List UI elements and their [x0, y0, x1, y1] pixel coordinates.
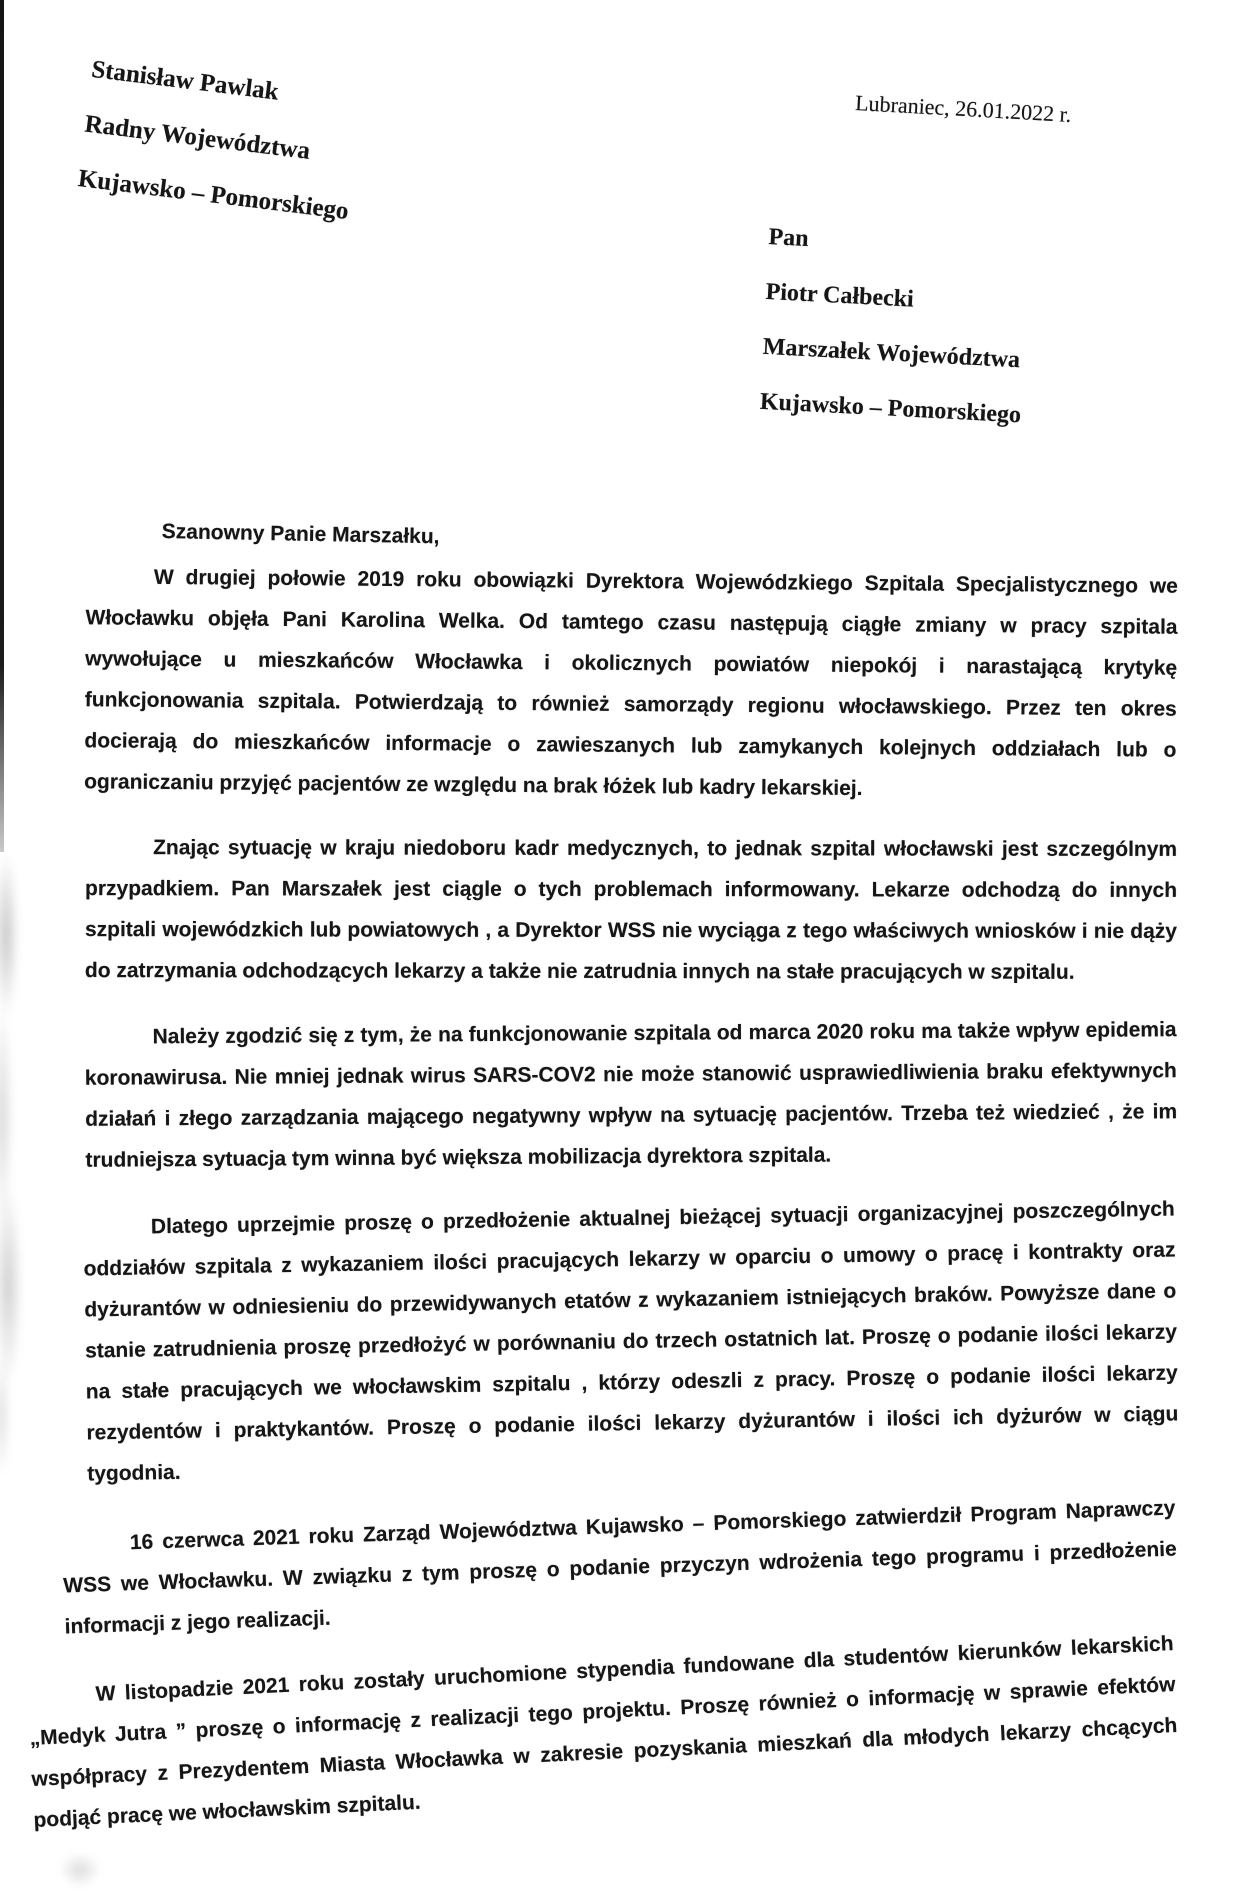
paragraph-5: 16 czerwca 2021 roku Zarząd Województwa Kujawsko – Pomorskiego zatwierdził Program Naprawczy WSS we Włocławku. W związku z tym proszę o podanie przyczyn wdrożenia tego programu i przedłożenie informacji z jego realizacji. — [62, 1496, 1178, 1639]
salutation: Szanowny Panie Marszałku, — [161, 520, 440, 549]
recipient-title: Marszałek Województwa — [762, 333, 1021, 374]
scan-bottom-smudge — [50, 1845, 110, 1895]
sender-name: Stanisław Pawlak — [90, 55, 281, 106]
sender-block — [75, 42, 365, 239]
sender-region: Kujawsko – Pomorskiego — [76, 165, 351, 226]
scan-edge-smudge — [0, 855, 28, 1475]
paragraph-4: Dlatego uprzejmie proszę o przedłożenie aktualnej bieżącej sytuacji organizacyjnej poszczególnych oddziałów szpitala z wykazaniem ilości pracujących lekarzy w oparciu o umowy o pracę i kontrakty oraz dyżurantów w odniesieniu do przewidywanych etatów z wykazaniem istniejących braków. Powyższe dane o stanie zatrudnienia proszę przedłożyć w porównaniu do trzech ostatnich lat. Proszę o podanie ilości lekarzy na stałe pracujących we włocławskim szpitalu , którzy odeszli z pracy. Proszę o podanie ilości lekarzy rezydentów i praktykantów. Proszę o podanie ilości lekarzy dyżurantów i ilości ich dyżurów w ciągu tygodnia. — [83, 1197, 1179, 1486]
recipient-honorific: Pan — [767, 223, 810, 253]
recipient-name: Piotr Całbecki — [765, 278, 915, 313]
paragraph-3: Należy zgodzić się z tym, że na funkcjonowanie szpitala od marca 2020 roku ma także wpływ epidemia koronawirusa. Nie mniej jednak wirus SARS-COV2 nie może stanowić usprawiedliwienia braku efektywnych działań i złego zarządzania mającego negatywny wpływ na sytuację pacjentów. Trzeba też wiedzieć , że im trudniejsza sytuacja tym winna być większa mobilizacja dyrektora szpitala. — [84, 1018, 1178, 1172]
paragraph-6: W listopadzie 2021 roku zostały uruchomione stypendia fundowane dla studentów kierunków lekarskich „Medyk Jutra ” proszę o informację z realizacji tego projektu. Proszę również o informację w sprawie efektów współpracy z Prezydentem Miasta Włocławka w zakresie pozyskania mieszkań dla młodych lekarzy chcących podjąć pracę we włocławskim szpitalu. — [29, 1632, 1178, 1832]
letter-body — [29, 561, 1179, 1832]
recipient-block — [758, 210, 1030, 443]
paragraph-2: Znając sytuację w kraju niedoboru kadr medycznych, to jednak szpital włocławski jest szczególnym przypadkiem. Pan Marszałek jest ciągle o tych problemach informowany. Lekarze odchodzą do innych szpitali wojewódzkich lub powiatowych , a Dyrektor WSS nie wyciąga z tego właściwych wniosków i nie dąży do zatrzymania odchodzących lekarzy a także nie zatrudnia innych na stałe pracujących w szpitalu. — [84, 836, 1178, 984]
recipient-region: Kujawsko – Pomorskiego — [759, 388, 1022, 429]
sender-title: Radny Województwa — [83, 110, 312, 165]
scan-edge-line — [0, 0, 4, 852]
paragraph-1: W drugiej połowie 2019 roku obowiązki Dyrektora Wojewódzkiego Szpitala Specjalistycznego we Włocławku objęła Pani Karolina Welka. Od tamtego czasu następują ciągłe zmiany w pracy szpitala wywołujące u mieszkańców Włocławka i okolicznych powiatów niepokój i narastającą krytykę funkcjonowania szpitala. Potwierdzają to również samorządy regionu włocławskiego. Przez ten okres docierają do mieszkańców informacje o zawieszanych lub zamykanych kolejnych oddziałach lub o ograniczaniu przyjęć pacjentów ze względu na brak łóżek lub kadry lekarskiej. — [84, 565, 1178, 801]
date-line: Lubraniec, 26.01.2022 r. — [854, 90, 1072, 128]
